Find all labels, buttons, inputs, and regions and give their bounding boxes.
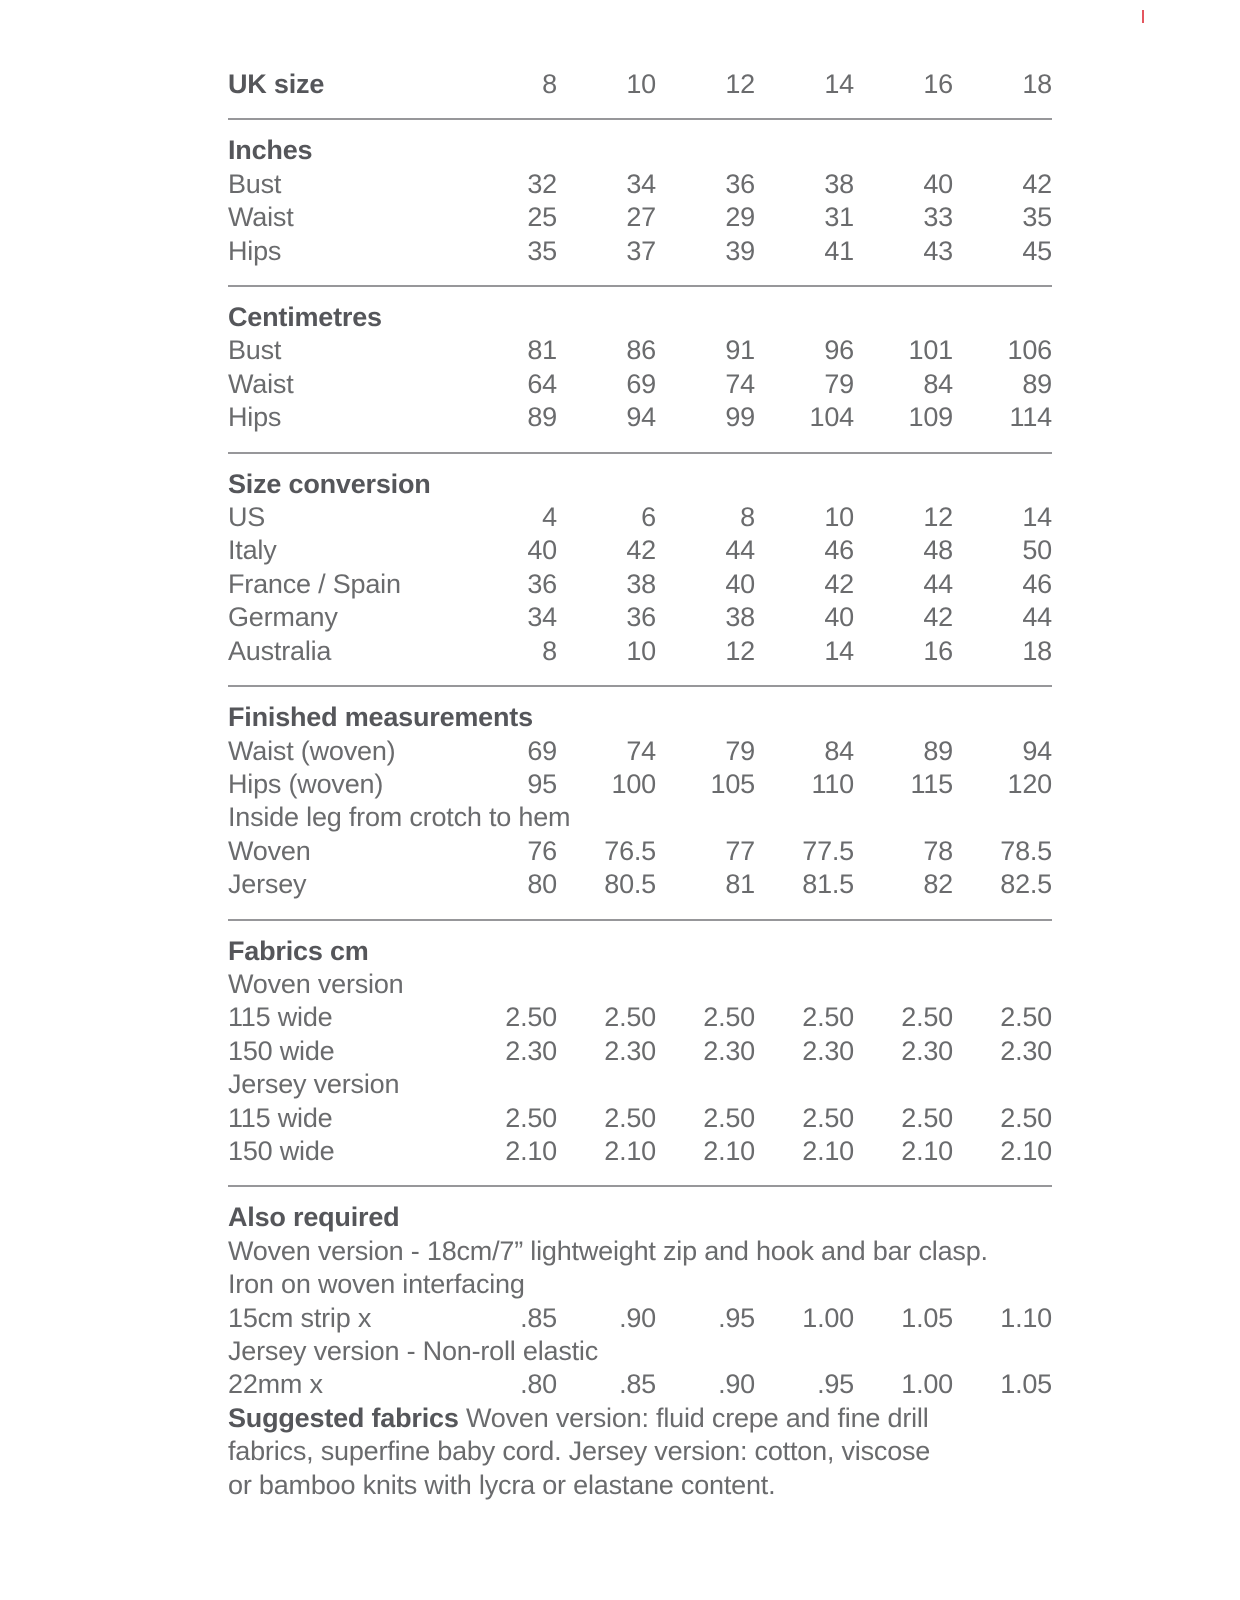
table-row <box>228 1102 1052 1135</box>
cell-value: 100 <box>611 768 656 799</box>
cell-value: 44 <box>923 568 953 599</box>
cell-value: 77 <box>725 835 755 866</box>
cell-value: .95 <box>718 1302 755 1333</box>
table-row <box>228 1135 1052 1168</box>
cell-value: 2.50 <box>505 1002 557 1033</box>
cell-value: 79 <box>824 368 854 399</box>
cell-value: 104 <box>809 402 854 433</box>
row-label: Woven <box>228 835 311 866</box>
cell-value: 120 <box>1007 768 1052 799</box>
row-label: Hips (woven) <box>228 768 384 799</box>
cell-value: 82.5 <box>1000 869 1052 900</box>
section-heading: Fabrics cm <box>228 935 369 966</box>
cell-value: 84 <box>923 368 953 399</box>
cell-value: 74 <box>725 368 755 399</box>
section-heading: Finished measurements <box>228 702 533 733</box>
cell-value: 81.5 <box>802 869 854 900</box>
table-row <box>228 1268 1052 1301</box>
cell-value: 42 <box>1022 168 1052 199</box>
cell-value: 36 <box>527 568 557 599</box>
cell-value: 8 <box>542 635 557 666</box>
cell-value: 40 <box>725 568 755 599</box>
section-divider <box>228 452 1052 454</box>
cell-value: 6 <box>641 502 656 533</box>
table-row <box>228 401 1052 434</box>
cell-value: 12 <box>725 635 755 666</box>
row-label: Bust <box>228 335 282 366</box>
cell-value: 10 <box>626 635 656 666</box>
cell-value: 2.10 <box>1000 1135 1052 1166</box>
cell-value: 45 <box>1022 235 1052 266</box>
table-row <box>228 1235 1052 1268</box>
table-row <box>228 601 1052 634</box>
cell-value: 40 <box>824 602 854 633</box>
section-heading: Size conversion <box>228 468 431 499</box>
row-label: Germany <box>228 602 338 633</box>
text-line: Woven version <box>228 968 404 999</box>
cell-value: 2.50 <box>802 1002 854 1033</box>
table-row <box>228 1068 1052 1101</box>
cell-value: 38 <box>626 568 656 599</box>
cell-value: 81 <box>527 335 557 366</box>
cell-value: 18 <box>1022 635 1052 666</box>
cell-value: 1.00 <box>802 1302 854 1333</box>
section-divider <box>228 118 1052 120</box>
cell-value: 91 <box>725 335 755 366</box>
cell-value: 42 <box>824 568 854 599</box>
cell-value: 2.50 <box>802 1102 854 1133</box>
cell-value: 12 <box>923 502 953 533</box>
cell-value: 29 <box>725 202 755 233</box>
table-row <box>228 1469 1052 1502</box>
table-row <box>228 768 1052 801</box>
text-line: fabrics, superfine baby cord. Jersey version: cotton, viscose <box>228 1436 931 1467</box>
cell-value: 10 <box>824 502 854 533</box>
cell-value: 2.50 <box>1000 1102 1052 1133</box>
cell-value: 2.50 <box>901 1102 953 1133</box>
row-label: 115 wide <box>228 1002 333 1033</box>
cell-value: .90 <box>718 1369 755 1400</box>
cell-value: 76 <box>527 835 557 866</box>
cell-value: 2.50 <box>1000 1002 1052 1033</box>
cell-value: 48 <box>923 535 953 566</box>
cell-value: 106 <box>1007 335 1052 366</box>
table-row <box>228 1368 1052 1401</box>
cell-value: .85 <box>619 1369 656 1400</box>
table-row <box>228 334 1052 367</box>
section-heading: Inches <box>228 135 313 166</box>
table-row <box>228 468 1052 501</box>
cell-value: 80.5 <box>604 869 656 900</box>
row-label: Hips <box>228 235 282 266</box>
cell-value: .90 <box>619 1302 656 1333</box>
section-divider <box>228 685 1052 687</box>
text-line: Jersey version <box>228 1069 400 1100</box>
cell-value: 94 <box>626 402 656 433</box>
cell-value: 38 <box>725 602 755 633</box>
table-row <box>228 568 1052 601</box>
cell-value: 35 <box>527 235 557 266</box>
cell-value: 8 <box>740 502 755 533</box>
section-heading: Centimetres <box>228 302 382 333</box>
cell-value: 14 <box>824 69 854 99</box>
cell-value: 114 <box>1009 402 1052 433</box>
row-label: Australia <box>228 635 332 666</box>
cell-value: 44 <box>1022 602 1052 633</box>
cell-value: 1.10 <box>1000 1302 1052 1333</box>
cell-value: 41 <box>824 235 854 266</box>
cell-value: 2.50 <box>604 1002 656 1033</box>
cell-value: 2.50 <box>703 1002 755 1033</box>
cell-value: 2.50 <box>604 1102 656 1133</box>
cell-value: 2.30 <box>901 1035 953 1066</box>
cell-value: 10 <box>626 69 656 99</box>
table-row <box>228 1402 1052 1435</box>
cell-value: .85 <box>520 1302 557 1333</box>
cell-value: 80 <box>527 869 557 900</box>
table-row <box>228 801 1052 834</box>
cell-value: 37 <box>626 235 656 266</box>
cell-value: 69 <box>527 735 557 766</box>
table-row <box>228 1001 1052 1034</box>
row-label: Waist <box>228 368 294 399</box>
text-line: Suggested fabrics Woven version: fluid crepe and fine drill <box>228 1402 929 1433</box>
table-row <box>228 68 1052 101</box>
table-row <box>228 1201 1052 1234</box>
cell-value: 34 <box>527 602 557 633</box>
cell-value: 2.10 <box>901 1135 953 1166</box>
cell-value: 110 <box>811 768 854 799</box>
table-row <box>228 1035 1052 1068</box>
cell-value: .80 <box>520 1369 557 1400</box>
cell-value: 78.5 <box>1000 835 1052 866</box>
cell-value: 64 <box>527 368 557 399</box>
cell-value: 115 <box>910 768 953 799</box>
cell-value: 43 <box>923 235 953 266</box>
cell-value: 74 <box>626 735 656 766</box>
row-label: Bust <box>228 168 282 199</box>
cell-value: 69 <box>626 368 656 399</box>
cell-value: 46 <box>1022 568 1052 599</box>
cell-value: 39 <box>725 235 755 266</box>
cell-value: 1.00 <box>901 1369 953 1400</box>
table-row <box>228 1335 1052 1368</box>
cell-value: 2.30 <box>604 1035 656 1066</box>
cell-value: 14 <box>1022 502 1052 533</box>
cell-value: 16 <box>923 635 953 666</box>
cell-value: 36 <box>626 602 656 633</box>
row-label: UK size <box>228 69 325 99</box>
cell-value: 12 <box>725 69 755 99</box>
cell-value: 50 <box>1022 535 1052 566</box>
cell-value: 1.05 <box>901 1302 953 1333</box>
table-row <box>228 735 1052 768</box>
table-row <box>228 201 1052 234</box>
cell-value: 2.10 <box>802 1135 854 1166</box>
cell-value: 16 <box>923 69 953 99</box>
cell-value: 2.30 <box>505 1035 557 1066</box>
cell-value: 27 <box>626 202 656 233</box>
cell-value: 82 <box>923 869 953 900</box>
text-line: Woven version - 18cm/7” lightweight zip and hook and bar clasp. <box>228 1235 988 1266</box>
inline-heading: Suggested fabrics <box>228 1402 459 1433</box>
table-row <box>228 968 1052 1001</box>
row-label: Waist (woven) <box>228 735 396 766</box>
cell-value: 46 <box>824 535 854 566</box>
table-row <box>228 701 1052 734</box>
row-label: Hips <box>228 402 282 433</box>
table-row <box>228 501 1052 534</box>
cell-value: 89 <box>527 402 557 433</box>
table-row <box>228 368 1052 401</box>
cell-value: 4 <box>542 502 557 533</box>
cell-value: 99 <box>725 402 755 433</box>
cell-value: 84 <box>824 735 854 766</box>
table-row <box>228 935 1052 968</box>
cell-value: 77.5 <box>802 835 854 866</box>
text-line: Iron on woven interfacing <box>228 1269 525 1300</box>
row-label: US <box>228 502 266 533</box>
table-row <box>228 868 1052 901</box>
table-row <box>228 301 1052 334</box>
cell-value: 89 <box>1022 368 1052 399</box>
cell-value: 32 <box>527 168 557 199</box>
cell-value: 109 <box>908 402 953 433</box>
cell-value: 95 <box>527 768 557 799</box>
row-label: 115 wide <box>228 1102 333 1133</box>
cell-value: 42 <box>923 602 953 633</box>
cell-value: 8 <box>542 69 557 99</box>
table-row <box>228 534 1052 567</box>
cell-value: 33 <box>923 202 953 233</box>
cell-value: 36 <box>725 168 755 199</box>
row-label: 150 wide <box>228 1135 335 1166</box>
cell-value: 105 <box>710 768 755 799</box>
table-row <box>228 134 1052 167</box>
cell-value: 81 <box>725 869 755 900</box>
cell-value: 2.30 <box>703 1035 755 1066</box>
cell-value: 2.10 <box>604 1135 656 1166</box>
cell-value: 40 <box>923 168 953 199</box>
cell-value: 2.10 <box>505 1135 557 1166</box>
text-line: Jersey version - Non-roll elastic <box>228 1336 599 1366</box>
cell-value: 89 <box>923 735 953 766</box>
table-row <box>228 1435 1052 1468</box>
cell-value: .95 <box>817 1369 854 1400</box>
cell-value: 76.5 <box>604 835 656 866</box>
cell-value: 2.50 <box>505 1102 557 1133</box>
row-label: Waist <box>228 202 294 233</box>
cell-value: 31 <box>824 202 854 233</box>
row-label: 150 wide <box>228 1035 335 1066</box>
crop-mark <box>1142 10 1144 23</box>
row-label: Italy <box>228 535 277 566</box>
size-chart-table <box>228 68 1052 1502</box>
section-heading: Also required <box>228 1202 400 1233</box>
cell-value: 2.50 <box>901 1002 953 1033</box>
cell-value: 86 <box>626 335 656 366</box>
cell-value: 2.50 <box>703 1102 755 1133</box>
table-row <box>228 635 1052 668</box>
row-label: Jersey <box>228 869 307 900</box>
cell-value: 2.30 <box>802 1035 854 1066</box>
table-row <box>228 235 1052 268</box>
cell-value: 44 <box>725 535 755 566</box>
section-divider <box>228 1185 1052 1187</box>
cell-value: 94 <box>1022 735 1052 766</box>
cell-value: 38 <box>824 168 854 199</box>
cell-value: 40 <box>527 535 557 566</box>
row-label: France / Spain <box>228 568 401 599</box>
text-line: or bamboo knits with lycra or elastane content. <box>228 1469 776 1500</box>
section-divider <box>228 919 1052 921</box>
cell-value: 78 <box>923 835 953 866</box>
cell-value: 96 <box>824 335 854 366</box>
cell-value: 2.30 <box>1000 1035 1052 1066</box>
row-label: 15cm strip x <box>228 1302 372 1333</box>
cell-value: 42 <box>626 535 656 566</box>
cell-value: 2.10 <box>703 1135 755 1166</box>
cell-value: 79 <box>725 735 755 766</box>
row-label: 22mm x <box>228 1369 323 1400</box>
cell-value: 101 <box>908 335 953 366</box>
table-row <box>228 1302 1052 1335</box>
cell-value: 25 <box>527 202 557 233</box>
cell-value: 1.05 <box>1000 1369 1052 1400</box>
text-line: Inside leg from crotch to hem <box>228 802 571 833</box>
cell-value: 34 <box>626 168 656 199</box>
table-row <box>228 835 1052 868</box>
cell-value: 14 <box>824 635 854 666</box>
section-divider <box>228 285 1052 287</box>
table-row <box>228 168 1052 201</box>
cell-value: 18 <box>1022 69 1052 99</box>
cell-value: 35 <box>1022 202 1052 233</box>
